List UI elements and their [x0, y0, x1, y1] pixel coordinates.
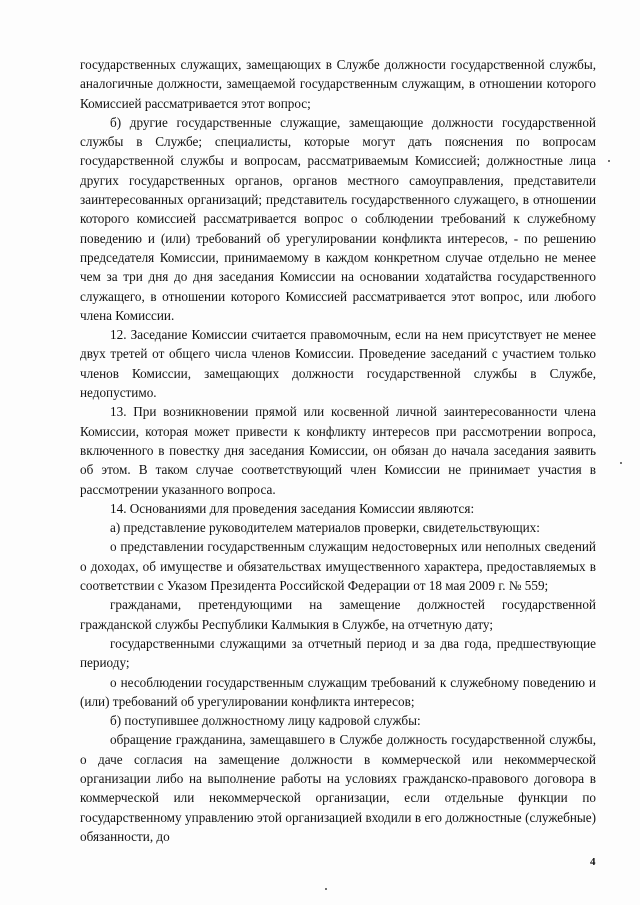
- paragraph-1: государственных служащих, замещающих в Службе должности государственной службы, аналогичные должности, замещаемой государственным служащим, в отношении которого Комиссией рассматривается этот вопрос;: [80, 57, 596, 111]
- paragraph-11: б) поступившее должностному лицу кадровой службы:: [110, 713, 421, 729]
- scan-speck: [620, 462, 622, 464]
- scan-speck: [608, 160, 610, 162]
- document-body: [80, 55, 596, 846]
- paragraph-3: 12. Заседание Комиссии считается правомочным, если на нем присутствует не менее двух третей от общего числа членов Комиссии. Проведение заседаний с участием только членов Комиссии, замещающих должности государственной службы в Службе, недопустимо.: [80, 327, 596, 401]
- scan-speck: [325, 888, 327, 890]
- paragraph-7: о представлении государственным служащим недостоверных или неполных сведений о доходах, об имуществе и обязательствах имущественного характера, предоставляемых в соответствии с Указом Президента Российской Федерации от 18 мая 2009 г. № 559;: [80, 539, 596, 594]
- paragraph-10: о несоблюдении государственным служащим требований к служебному поведению и (или) требований об урегулировании конфликта интересов;: [80, 674, 596, 709]
- paragraph-6: а) представление руководителем материалов проверки, свидетельствующих:: [110, 520, 540, 536]
- paragraph-9: государственными служащими за отчетный период и за два года, предшествующие периоду;: [80, 635, 596, 671]
- paragraph-2: б) другие государственные служащие, замещающие должности государственной службы в Службе; специалисты, которые могут дать пояснения по вопросам государственной службы и вопросам, рассматриваемым Комиссией; должностные лица других государственных органов, органов местного самоуправления, представители заинтересованных организаций; представитель государственного служащего, в отношении которого комиссией рассматривается вопрос о соблюдении требований к служебному поведению и (или) требований об урегулировании конфликта интересов, - по решению председателя Комиссии, принимаемому в каждом конкретном случае отдельно не менее чем за три дня до дня заседания Комиссии на основании ходатайства государственного служащего, в отношении которого Комиссией рассматривается этот вопрос, или любого члена Комиссии.: [80, 114, 596, 323]
- paragraph-5: 14. Основаниями для проведения заседания Комиссии являются:: [110, 500, 475, 516]
- paragraph-8: гражданами, претендующими на замещение должностей государственной гражданской службы Республики Калмыкия в Службе, на отчетную дату;: [80, 597, 596, 632]
- page-number: 4: [590, 856, 596, 868]
- paragraph-12: обращение гражданина, замещавшего в Службе должность государственной службы, о даче согласия на замещение должности в коммерческой или некоммерческой организации либо на выполнение работы на условиях гражданско-правового договора в коммерческой или некоммерческой организации, если отдельные функции по государственному управлению этой организацией входили в его должностные (служебные) обязанности, до: [80, 732, 596, 844]
- paragraph-4: 13. При возникновении прямой или косвенной личной заинтересованности члена Комиссии, которая может привести к конфликту интересов при рассмотрении вопроса, включенного в повестку дня заседания Комиссии, он обязан до начала заседания заявить об этом. В таком случае соответствующий член Комиссии не принимает участия в рассмотрении указанного вопроса.: [80, 404, 596, 497]
